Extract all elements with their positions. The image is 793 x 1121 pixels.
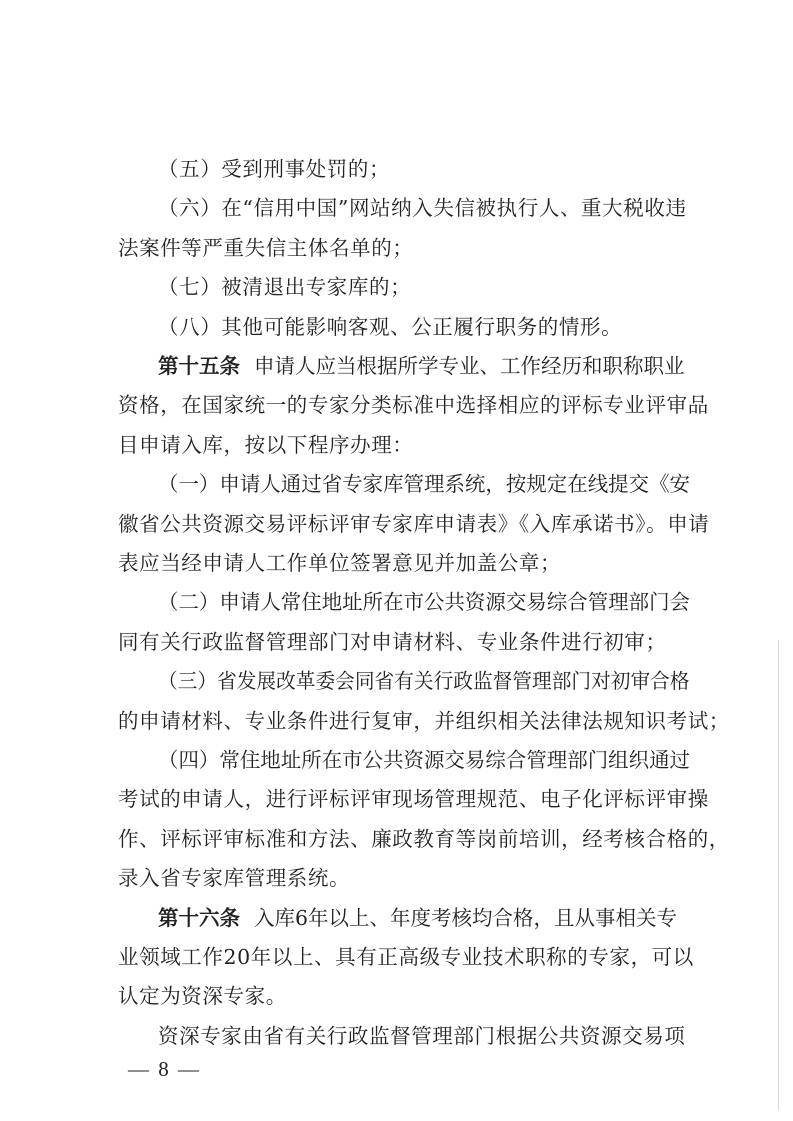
scan-artifact-line bbox=[778, 640, 779, 1110]
text-line: 认定为资深专家。 bbox=[118, 984, 287, 1009]
text-line: 同有关行政监督管理部门对申请材料、专业条件进行初审； bbox=[118, 629, 667, 654]
text-line: （八）其他可能影响客观、公正履行职务的情形。 bbox=[158, 314, 623, 339]
text-line: 表应当经申请人工作单位签署意见并加盖公章； bbox=[118, 551, 562, 575]
text-line: （一）申请人通过省专家库管理系统，按规定在线提交《安 bbox=[158, 472, 690, 497]
text-line: （七）被清退出专家库的； bbox=[158, 275, 412, 300]
text-line: 徽省公共资源交易评标评审专家库申请表》《入库承诺书》。申请 bbox=[118, 511, 710, 536]
text-line: 目申请入库，按以下程序办理： bbox=[118, 432, 414, 457]
text-line: （五）受到刑事处罚的； bbox=[158, 157, 391, 181]
text-line: 录入省专家库管理系统。 bbox=[118, 866, 351, 891]
page-number: — 8 — bbox=[128, 1057, 201, 1082]
text-line: （六）在“信用中国”网站纳入失信被执行人、重大税收违 bbox=[158, 196, 687, 221]
article-heading: 第十六条 bbox=[158, 905, 240, 930]
text-line: 考试的申请人，进行评标评审现场管理规范、电子化评标评审操 bbox=[118, 787, 709, 812]
article-15-line: 第十五条 申请人应当根据所学专业、工作经历和职称职业 bbox=[158, 354, 685, 378]
text-line: 法案件等严重失信主体名单的； bbox=[118, 235, 414, 260]
text-line: （三）省发展改革委会同省有关行政监督管理部门对初审合格 bbox=[158, 669, 690, 694]
text-line: 资深专家由省有关行政监督管理部门根据公共资源交易项 bbox=[158, 1023, 686, 1048]
text-line: 业领域工作20年以上、具有正高级专业技术职称的专家，可以 bbox=[118, 945, 694, 969]
article-heading: 第十五条 bbox=[158, 354, 240, 378]
article-16-line: 第十六条 入库6年以上、年度考核均合格，且从事相关专 bbox=[158, 905, 678, 930]
text-line: （二）申请人常住地址所在市公共资源交易综合管理部门会 bbox=[158, 590, 690, 615]
text-line: 作、评标评审标准和方法、廉政教育等岗前培训，经考核合格的， bbox=[118, 826, 730, 851]
text-line: 资格，在国家统一的专家分类标准中选择相应的评标专业评审品 bbox=[118, 393, 709, 418]
text-line: （四）常住地址所在市公共资源交易综合管理部门组织通过 bbox=[158, 748, 690, 772]
text-line: 的申请材料、专业条件进行复审，并组织相关法律法规知识考试； bbox=[118, 708, 730, 733]
